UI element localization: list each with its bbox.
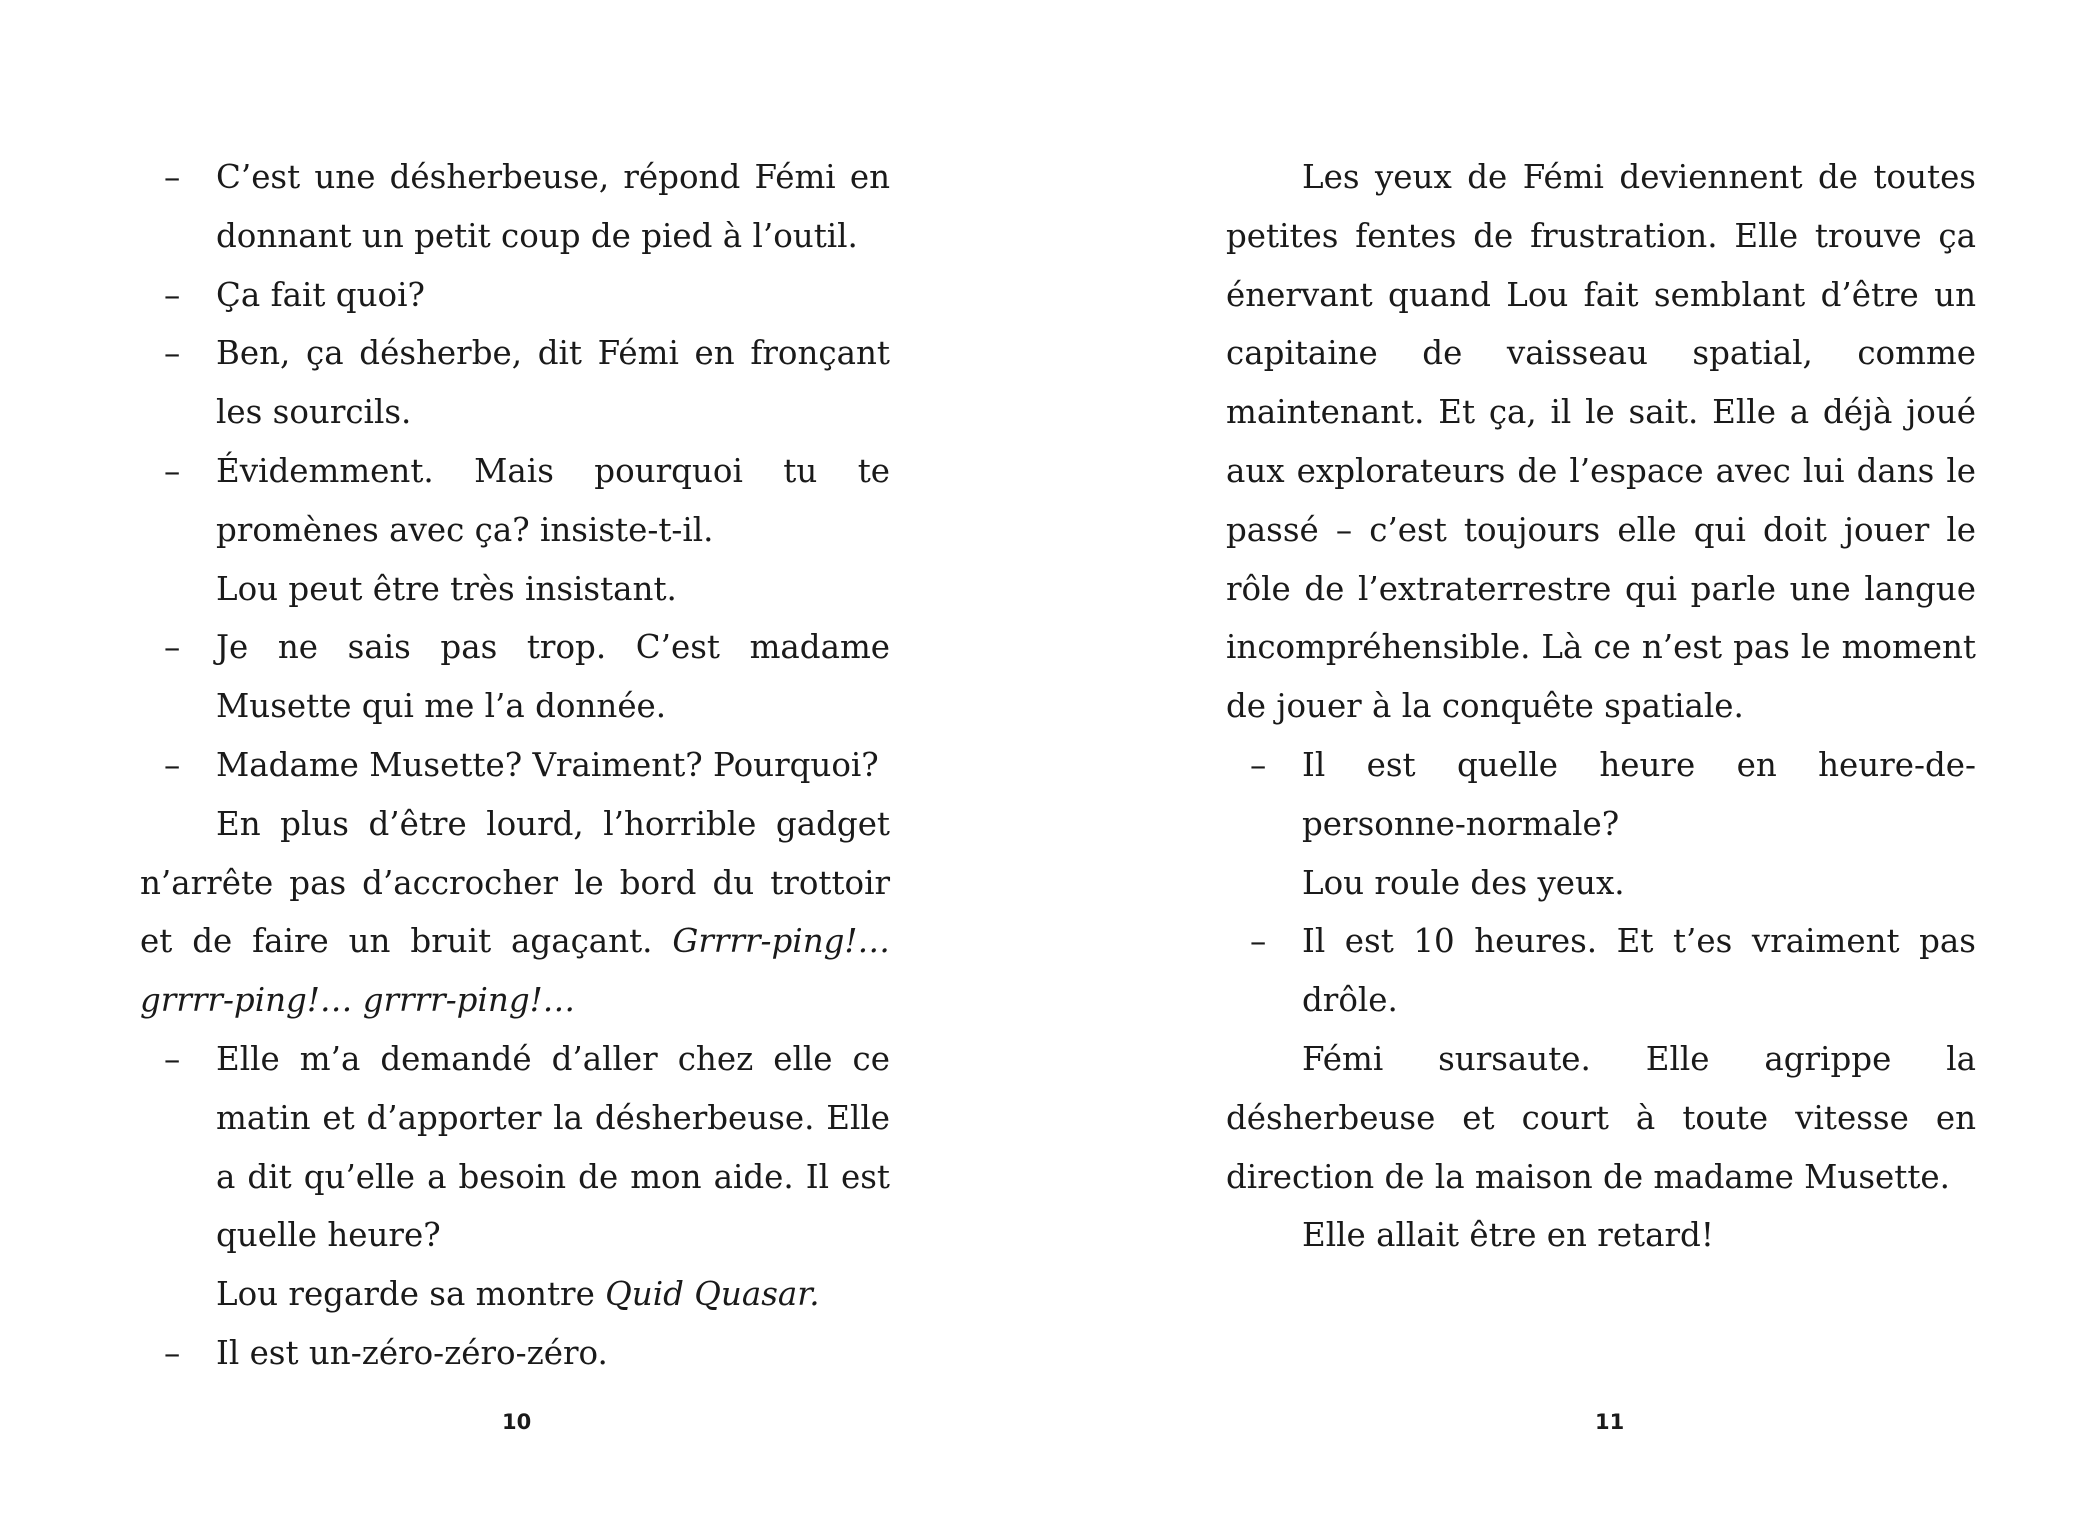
narration-paragraph: [140, 795, 890, 1030]
narration-paragraph: Fémi sursaute. Elle agrippe la désherbeuse et court à toute vitesse en direction de la maison de madame Musette.: [1226, 1039, 1976, 1196]
dialogue-text: C’est une désherbeuse, répond Fémi en donnant un petit coup de pied à l’outil.: [216, 158, 890, 255]
dialogue-line: [140, 324, 890, 442]
dialogue-line: [140, 618, 890, 736]
dialogue-text: Ça fait quoi?: [216, 275, 425, 314]
dialogue-dash: –: [1250, 922, 1267, 961]
dialogue-line: [140, 1030, 890, 1265]
dialogue-dash: –: [164, 275, 181, 314]
dialogue-dash: –: [1250, 745, 1267, 784]
narration-text: Lou regarde sa montre: [216, 1275, 606, 1314]
dialogue-text: Évidemment. Mais pourquoi tu te promènes avec ça? insiste-t-il.: [216, 451, 890, 549]
dialogue-line: [140, 148, 890, 266]
dialogue-line: [140, 442, 890, 560]
dialogue-text: Ben, ça désherbe, dit Fémi en fronçant les sourcils.: [216, 334, 890, 432]
dialogue-line: [1226, 736, 1976, 854]
narration-text: En plus d’être lourd, l’horrible gadget n’arrête pas d’accrocher le bord du trottoir et de faire un bruit agaçant.: [140, 804, 890, 961]
left-text-block: [140, 148, 890, 1383]
dialogue-text: Il est un-zéro-zéro-zéro.: [216, 1333, 608, 1372]
dialogue-dash: –: [164, 1333, 181, 1372]
dialogue-line: [1226, 912, 1976, 1030]
narration-paragraph: [140, 1265, 890, 1324]
dialogue-dash: –: [164, 1039, 181, 1078]
dialogue-text: Elle m’a demandé d’aller chez elle ce matin et d’apporter la désherbeuse. Elle a dit qu’elle a besoin de mon aide. Il est quelle heure?: [216, 1039, 890, 1255]
dialogue-dash: –: [164, 628, 181, 667]
dialogue-dash: –: [164, 158, 181, 196]
dialogue-text: Il est quelle heure en heure-de-personne-normale?: [1302, 745, 1976, 843]
dialogue-text: Je ne sais pas trop. C’est madame Musette qui me l’a donnée.: [216, 628, 890, 726]
dialogue-line: [140, 266, 890, 325]
onomatopoeia-text: Grrrr-ping!… grrrr-ping!… grrrr-ping!…: [140, 922, 890, 1020]
narration-paragraph: Les yeux de Fémi deviennent de toutes petites fentes de frustration. Elle trouve ça énervant quand Lou fait semblant d’être un capitaine de vaisseau spatial, comme maintenant. Et ça, il le sait. Elle a déjà joué aux explorateurs de l’espace avec lui dans le passé – c’est toujours elle qui doit jouer le rôle de l’extraterrestre qui parle une langue incompréhensible. Là ce n’est pas le moment de jouer à la conquête spatiale.: [1226, 158, 1976, 726]
dialogue-text: Il est 10 heures. Et t’es vraiment pas drôle.: [1302, 922, 1976, 1020]
dialogue-dash: –: [164, 451, 181, 490]
narration-paragraph: Lou roule des yeux.: [1302, 863, 1625, 902]
dialogue-line: [140, 1324, 890, 1383]
dialogue-dash: –: [164, 745, 181, 784]
dialogue-dash: –: [164, 334, 181, 373]
page-number: 11: [1595, 1410, 1625, 1434]
narration-paragraph: Lou peut être très insistant.: [216, 569, 677, 608]
dialogue-text: Madame Musette? Vraiment? Pourquoi?: [216, 745, 879, 784]
right-text-block: [1226, 148, 1976, 1265]
watch-brand-text: Quid Quasar.: [605, 1275, 820, 1314]
dialogue-line: [140, 736, 890, 795]
page-number: 10: [502, 1410, 532, 1434]
narration-paragraph: Elle allait être en retard!: [1302, 1216, 1714, 1255]
right-page: [1050, 0, 2100, 1525]
